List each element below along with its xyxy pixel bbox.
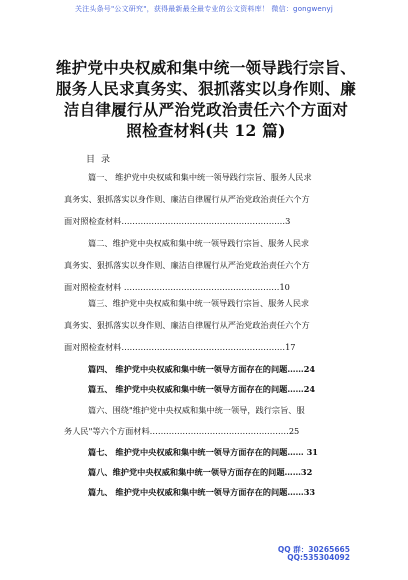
toc-entry-2-line-1[interactable]: 篇二、维护党中央权威和集中统一领导践行宗旨、服务人民求 bbox=[88, 238, 310, 248]
toc-entry-3-line-2[interactable]: 真务实、狠抓落实以身作则、廉洁自律履行从严治党政治责任六个方 bbox=[64, 320, 310, 330]
title-line: 服务人民求真务实、狠抓落实以身作则、廉 bbox=[55, 79, 357, 98]
title-line: 照检查材料(共 12 篇) bbox=[126, 121, 286, 140]
top-banner: 关注头条号"公文研究"，获得最新最全最专业的公文资料库！ 微信：gongwenyj bbox=[74, 5, 334, 13]
toc-entry-8[interactable]: 篇八、维护党中央权威和集中统一领导方面存在的问题……32 bbox=[88, 467, 313, 477]
toc-entry-1-line-2[interactable]: 真务实、狠抓落实以身作则、廉洁自律履行从严治党政治责任六个方 bbox=[64, 194, 310, 204]
toc-entry-3-line-3[interactable]: 面对照检查材料……………………………………………………17 bbox=[64, 342, 296, 352]
document-title bbox=[52, 57, 360, 141]
title-line: 维护党中央权威和集中统一领导践行宗旨、 bbox=[55, 58, 357, 77]
toc-entry-7[interactable]: 篇七、 维护党中央权威和集中统一领导方面存在的问题…… 31 bbox=[88, 447, 318, 457]
title-line: 洁自律履行从严治党政治责任六个方面对 bbox=[63, 100, 349, 119]
toc-entry-2-line-2[interactable]: 真务实、狠抓落实以身作则、廉洁自律履行从严治党政治责任六个方 bbox=[64, 260, 310, 270]
toc-entry-4[interactable]: 篇四、 维护党中央权威和集中统一领导方面存在的问题……24 bbox=[88, 364, 316, 374]
qq-number-label: QQ:535304092 bbox=[287, 553, 350, 562]
toc-heading: 目录 bbox=[86, 155, 117, 165]
qq-group-label: QQ 群：30265665 bbox=[277, 545, 350, 554]
toc-entry-1-line-3[interactable]: 面对照检查材料……………………………………………………3 bbox=[64, 216, 291, 226]
toc-entry-9[interactable]: 篇九、 维护党中央权威和集中统一领导方面存在的问题……33 bbox=[88, 487, 316, 497]
toc-entry-2-line-3[interactable]: 面对照检查材料 …………………………………………………10 bbox=[64, 282, 290, 292]
toc-entry-5[interactable]: 篇五、 维护党中央权威和集中统一领导方面存在的问题……24 bbox=[88, 384, 316, 394]
toc-entry-6-line-2[interactable]: 务人民"等六个方面材料……………………………………………25 bbox=[64, 426, 300, 436]
toc-entry-6-line-1[interactable]: 篇六、围绕"维护党中央权威和集中统一领导，践行宗旨、服 bbox=[88, 405, 305, 415]
toc-entry-1-line-1[interactable]: 篇一、 维护党中央权威和集中统一领导践行宗旨、服务人民求 bbox=[88, 172, 312, 182]
toc-entry-3-line-1[interactable]: 篇三、维护党中央权威和集中统一领导践行宗旨、服务人民求 bbox=[88, 298, 310, 308]
